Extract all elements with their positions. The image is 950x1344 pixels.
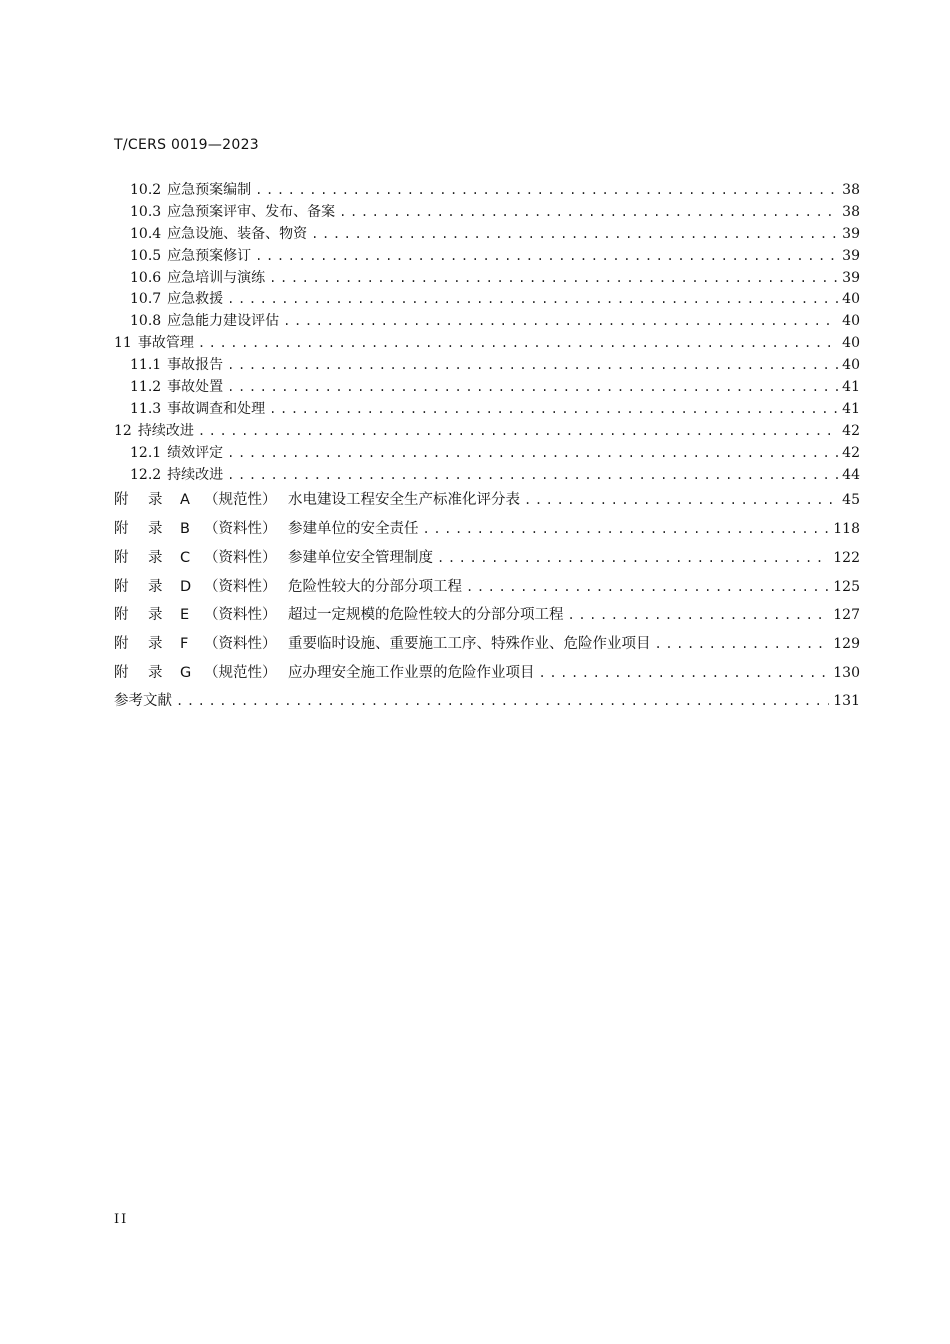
appendix-letter: G [180,664,192,681]
appendix-word-lu: 录 [148,578,163,595]
toc-leader-dots [283,311,838,333]
toc-appendix-e[interactable] [114,601,860,630]
toc-entry-10-5[interactable] [114,246,860,268]
page-number: II [114,1212,129,1227]
appendix-type: （规范性） [204,492,277,509]
toc-leader-dots [227,465,838,487]
toc-appendix-a[interactable] [114,486,860,515]
toc-entry-12-2[interactable] [114,465,860,487]
toc-entry-title: 事故管理 [137,335,194,352]
appendix-letter: E [180,607,190,624]
toc-entry-title: 持续改进 [167,466,224,483]
toc-entry-10-2[interactable] [114,180,860,202]
appendix-type: （资料性） [204,521,277,538]
toc-entry-number: 10.8 [130,313,162,330]
appendix-title: 危险性较大的分部分项工程 [288,578,462,595]
toc-leader-dots [539,659,830,688]
toc-leader-dots [227,289,838,311]
toc-entry-number: 10.6 [130,269,162,286]
toc-entry-page: 38 [842,203,860,220]
toc-entry-number: 12.2 [130,466,162,483]
toc-entry-number: 10.2 [130,182,162,198]
appendix-word-lu: 录 [148,664,163,681]
toc-leader-dots [568,601,830,630]
appendix-word-lu: 录 [148,521,163,538]
toc-entry-number: 12.1 [130,444,162,461]
toc-appendix-c[interactable] [114,544,860,573]
appendix-type: （规范性） [204,664,277,681]
toc-leader-dots [524,486,838,515]
appendix-title: 应办理安全施工作业票的危险作业项目 [288,664,535,681]
toc-entry-11-3[interactable] [114,399,860,421]
toc-entry-page: 42 [842,422,860,439]
appendix-letter: F [180,635,189,652]
toc-entry-number: 10.3 [130,203,162,220]
document-code: T/CERS 0019—2023 [114,137,260,153]
toc-entry-10-3[interactable] [114,202,860,224]
appendix-word-fu: 附 [114,549,129,566]
appendix-word-fu: 附 [114,635,129,652]
toc-entry-page: 130 [833,664,860,681]
appendix-letter: A [180,492,190,509]
appendix-title: 参建单位的安全责任 [288,521,419,538]
appendix-type: （资料性） [204,578,277,595]
toc-entry-page: 129 [833,635,860,652]
toc-entry-11-1[interactable] [114,355,860,377]
toc-appendix-d[interactable] [114,573,860,602]
toc-entry-title: 应急预案编制 [167,182,252,198]
appendix-title: 水电建设工程安全生产标准化评分表 [288,492,520,509]
toc-leader-dots [255,180,838,202]
toc-appendix-g[interactable] [114,659,860,688]
toc-entry-title: 绩效评定 [167,444,224,461]
toc-leader-dots [227,377,838,399]
toc-entry-page: 131 [833,693,860,710]
toc-entry-page: 122 [833,549,860,566]
toc-entry-title: 应急能力建设评估 [167,313,280,330]
references-title: 参考文献 [114,693,172,710]
appendix-letter: B [180,521,190,538]
toc-leader-dots [269,268,838,290]
appendix-type: （资料性） [204,635,277,652]
toc-leader-dots [227,355,838,377]
toc-leader-dots [311,224,838,246]
appendix-word-lu: 录 [148,492,163,509]
appendix-word-fu: 附 [114,521,129,538]
toc-entry-title: 应急救援 [167,291,224,308]
toc-entry-number: 11.3 [130,400,162,417]
toc-entry-page: 41 [842,379,860,396]
toc-entry-page: 38 [842,182,860,198]
appendix-type: （资料性） [204,607,277,624]
appendix-title: 参建单位安全管理制度 [288,549,433,566]
toc-entry-page: 40 [842,291,860,308]
toc-leader-dots [269,399,838,421]
toc-references[interactable] [114,687,860,716]
toc-entry-page: 44 [842,466,860,483]
appendix-word-lu: 录 [148,549,163,566]
toc-entry-number: 11.1 [130,357,162,374]
toc-leader-dots [437,544,829,573]
toc-leader-dots [423,515,830,544]
toc-entry-title: 应急培训与演练 [167,269,266,286]
toc-appendix-b[interactable] [114,515,860,544]
toc-leader-dots [198,421,838,443]
toc-entry-10-7[interactable] [114,289,860,311]
toc-entry-number: 10.5 [130,247,162,264]
toc-entry-11-2[interactable] [114,377,860,399]
appendix-heading [114,515,288,544]
toc-entry-10-4[interactable] [114,224,860,246]
table-of-contents [114,180,860,716]
appendix-title: 重要临时设施、重要施工工序、特殊作业、危险作业项目 [288,635,651,652]
toc-entry-page: 39 [842,225,860,242]
appendix-letter: D [180,578,192,595]
toc-entry-title: 应急预案评审、发布、备案 [167,203,336,220]
toc-entry-11[interactable] [114,333,860,355]
toc-entry-page: 42 [842,444,860,461]
toc-leader-dots [466,573,829,602]
toc-entry-title: 应急设施、装备、物资 [167,225,308,242]
toc-entry-number: 11 [114,335,132,352]
toc-leader-dots [255,246,838,268]
appendix-word-lu: 录 [148,635,163,652]
appendix-heading [114,486,288,515]
appendix-heading [114,630,288,659]
appendix-word-fu: 附 [114,492,129,509]
toc-entry-title: 应急预案修订 [167,247,252,264]
toc-entry-10-8[interactable] [114,311,860,333]
toc-entry-title: 事故调查和处理 [167,400,266,417]
toc-entry-page: 39 [842,247,860,264]
toc-leader-dots [176,687,829,716]
toc-entry-10-6[interactable] [114,268,860,290]
appendix-heading [114,601,288,630]
appendix-heading [114,659,288,688]
toc-entry-number: 10.7 [130,291,162,308]
toc-entry-number: 11.2 [130,379,162,396]
toc-entry-title: 持续改进 [137,422,194,439]
toc-leader-dots [198,333,838,355]
appendix-word-fu: 附 [114,578,129,595]
appendix-word-fu: 附 [114,664,129,681]
toc-entry-page: 45 [842,492,860,509]
toc-leader-dots [227,443,838,465]
appendix-word-fu: 附 [114,607,129,624]
toc-entry-12-1[interactable] [114,443,860,465]
toc-entry-page: 40 [842,313,860,330]
appendix-heading [114,573,288,602]
toc-entry-page: 127 [833,607,860,624]
toc-leader-dots [655,630,830,659]
toc-entry-page: 125 [833,578,860,595]
toc-appendix-f[interactable] [114,630,860,659]
toc-entry-page: 41 [842,400,860,417]
appendix-word-lu: 录 [148,607,163,624]
appendix-type: （资料性） [204,549,277,566]
toc-entry-page: 118 [833,521,860,538]
toc-entry-number: 10.4 [130,225,162,242]
toc-leader-dots [339,202,838,224]
appendix-title: 超过一定规模的危险性较大的分部分项工程 [288,607,564,624]
toc-entry-page: 39 [842,269,860,286]
toc-entry-title: 事故处置 [167,379,224,396]
toc-entry-page: 40 [842,357,860,374]
toc-entry-12[interactable] [114,421,860,443]
toc-entry-page: 40 [842,335,860,352]
toc-entry-title: 事故报告 [167,357,224,374]
appendix-letter: C [180,549,191,566]
toc-entry-number: 12 [114,422,132,439]
appendix-heading [114,544,288,573]
